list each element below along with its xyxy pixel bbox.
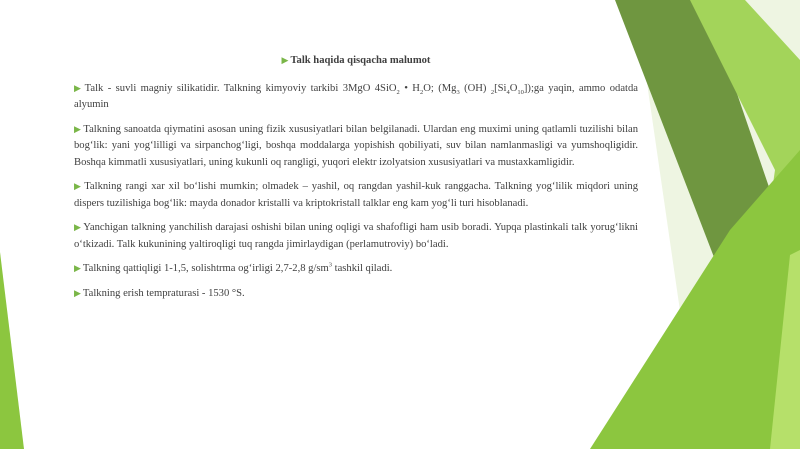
left-green-sliver — [0, 252, 24, 449]
paragraph-text: Talkning erish tempraturasi - 1530 °S. — [82, 287, 245, 299]
paragraph-composition — [74, 80, 638, 114]
text-run: Talkning qattiqligi 1-1,5, solishtrma ogʻirligi 2,7-2,8 g/sm — [82, 263, 329, 274]
text-run: [Si — [494, 82, 507, 94]
bullet-arrow-icon: ▶ — [74, 82, 83, 93]
paragraph-text: Talkning sanoatda qiymatini asosan uning fizik xususiyatlari bilan belgilanadi. Ulardan eng muximi uning qatlamli tuzilishi bilan bogʻlik: yani yogʻlilligi va sirpanchogʻligi, boshqa moddalarga yopishish qobiliyati, suv bilan namlanmasligi va yumshoqligidir. Boshqa kimmatli xususiyatlari, uning kukunli oq rangligi, yuqori elektr izolyatsion xususiyatlari va mustaxkamligidir. — [74, 123, 639, 168]
text-run: O; (Mg — [423, 82, 457, 94]
paragraph-hardness — [74, 260, 638, 278]
slide-title — [74, 52, 638, 70]
subscript: 10 — [517, 88, 524, 96]
subscript: 2 — [490, 88, 495, 96]
superscript: 3 — [328, 261, 333, 269]
text-run: Talk - suvli magniy silikatidir. Talkning kimyoviy tarkibi 3MgO 4SiO — [84, 82, 397, 94]
subscript: 4 — [506, 88, 510, 96]
text-run: ]);ga yaqin, ammo odatda alyumin — [74, 82, 638, 110]
bullet-arrow-icon: ▶ — [74, 263, 81, 273]
subscript: 2 — [419, 88, 424, 96]
subscript: 3 — [456, 88, 460, 96]
paragraph-text: Talkning rangi xar xil boʻlishi mumkin; olmadek – yashil, oq rangdan yashil-kuk ranggacha. Talkning yogʻlilik miqdori uning dispers tuzilishiga bogʻlik: mayda donador kristalli va kriptokristall talklar eng kam yogʻli turi hisoblanadi. — [74, 181, 639, 209]
bullet-arrow-icon: ▶ — [74, 222, 82, 232]
text-run: O — [509, 82, 518, 94]
paragraph-text: Yanchigan talkning yanchilish darajasi oshishi bilan uning oqligi va shafofligi ham usib boradi. Yupqa plastinkali talk yorugʻlikni oʻtkizadi. Talk kukunining yaltiroqligi tuq rangda jimirlaydigan (perlamutroviy) boʻladi. — [74, 222, 638, 250]
bullet-arrow-icon: ▶ — [74, 181, 83, 191]
bullet-arrow-icon: ▶ — [281, 55, 289, 65]
text-run: tashkil qiladi. — [332, 263, 393, 274]
paragraph-melting — [74, 285, 638, 303]
slide-content — [74, 52, 638, 309]
paragraph-grinding — [74, 219, 638, 253]
text-run: • H — [399, 82, 420, 94]
paragraph-color — [74, 178, 638, 212]
title-text: Talk haqida qisqacha malumot — [290, 55, 431, 66]
bullet-arrow-icon: ▶ — [74, 287, 81, 298]
paragraph-properties — [74, 121, 638, 172]
text-run: (OH) — [459, 82, 491, 94]
bullet-arrow-icon: ▶ — [74, 123, 82, 134]
subscript: 2 — [396, 88, 400, 96]
